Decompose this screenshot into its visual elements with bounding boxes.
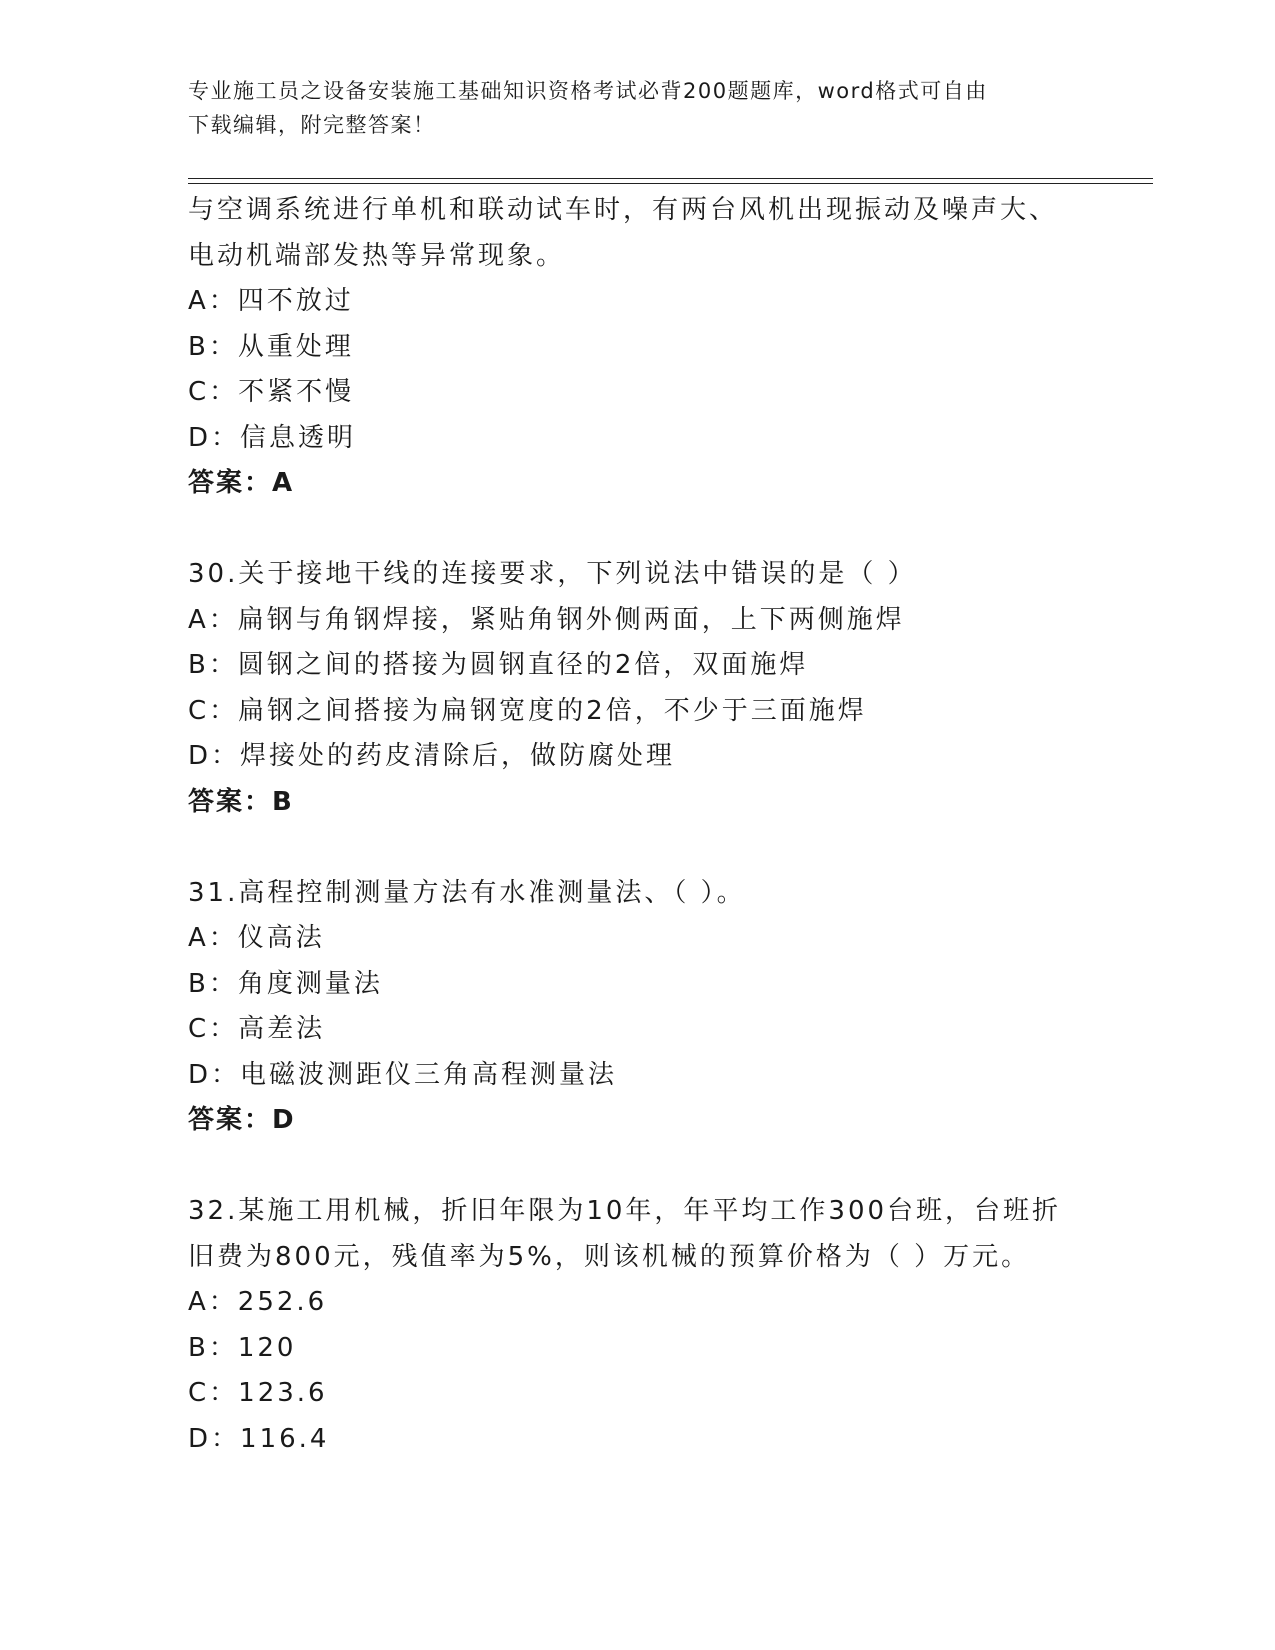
header-divider-bottom: [188, 183, 1153, 184]
header-divider-top: [188, 178, 1153, 179]
option-d: D：116.4: [188, 1423, 330, 1454]
option-c: C：扁钢之间搭接为扁钢宽度的2倍，不少于三面施焊: [188, 695, 867, 726]
option-a: A：扁钢与角钢焊接，紧贴角钢外侧两面，上下两侧施焊: [188, 604, 905, 635]
question-stem: 与空调系统进行单机和联动试车时，有两台风机出现振动及噪声大、: [188, 195, 1059, 225]
question-29: [188, 188, 1068, 507]
option-b: B：120: [188, 1332, 297, 1363]
option-b: B：从重处理: [188, 331, 354, 362]
option-a: A：252.6: [188, 1287, 328, 1317]
option-a: A：四不放过: [188, 286, 354, 316]
question-stem: 31.高程控制测量方法有水准测量法、（ ）。: [188, 877, 746, 908]
answer: 答案：D: [188, 1105, 296, 1135]
option-d: D：焊接处的药皮清除后，做防腐处理: [188, 741, 676, 771]
question-stem: 旧费为800元，残值率为5%，则该机械的预算价格为（ ）万元。: [188, 1241, 1031, 1272]
document-header: [188, 74, 1068, 142]
option-b: B：角度测量法: [188, 968, 383, 999]
answer: 答案：A: [188, 468, 295, 498]
question-32: [188, 1189, 1068, 1462]
header-line-1: 专业施工员之设备安装施工基础知识资格考试必背200题题库，word格式可自由: [188, 79, 988, 103]
option-b: B：圆钢之间的搭接为圆钢直径的2倍，双面施焊: [188, 650, 809, 680]
option-a: A：仪高法: [188, 923, 325, 953]
option-c: C：123.6: [188, 1378, 328, 1408]
option-c: C：不紧不慢: [188, 377, 355, 407]
header-line-2: 下载编辑，附完整答案！: [188, 113, 436, 137]
question-stem: 32.某施工用机械，折旧年限为10年，年平均工作300台班，台班折: [188, 1196, 1062, 1226]
question-list: [188, 188, 1068, 1462]
question-stem: 电动机端部发热等异常现象。: [188, 240, 566, 271]
question-30: [188, 552, 1068, 825]
option-d: D：信息透明: [188, 422, 357, 453]
answer: 答案：B: [188, 786, 294, 817]
question-stem: 30.关于接地干线的连接要求，下列说法中错误的是（ ）: [188, 559, 917, 589]
option-d: D：电磁波测距仪三角高程测量法: [188, 1059, 618, 1090]
option-c: C：高差法: [188, 1014, 326, 1044]
question-31: [188, 871, 1068, 1144]
